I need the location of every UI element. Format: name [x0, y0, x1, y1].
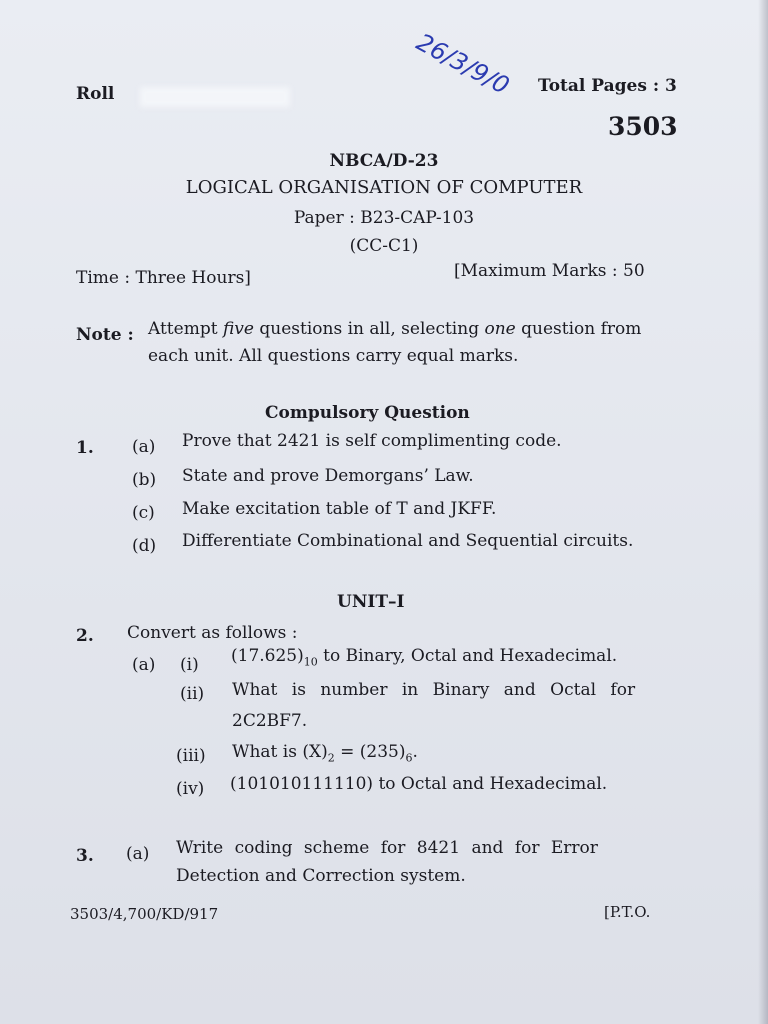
roll-label: Roll — [76, 84, 115, 104]
q1c-text: Make excitation table of T and JKFF. — [182, 499, 497, 519]
q1b-label: (b) — [132, 470, 157, 490]
q3a-line-2: Detection and Correction system. — [176, 866, 466, 886]
note-label: Note : — [76, 325, 134, 345]
total-pages: Total Pages : 3 — [538, 76, 677, 96]
q2a-ii-label: (ii) — [180, 684, 205, 704]
paper-edge-shadow — [758, 0, 768, 1024]
note-line-1: Attempt five questions in all, selecting one question from — [148, 319, 642, 339]
subject-title: LOGICAL ORGANISATION OF COMPUTER — [185, 177, 583, 198]
q2-text: Convert as follows : — [127, 623, 298, 643]
q1b-text: State and prove Demorgans’ Law. — [182, 466, 474, 486]
paper-code: 3503 — [608, 112, 678, 141]
q2a-ii-line-1: What is number in Binary and Octal for — [232, 680, 636, 700]
q2a-label: (a) — [132, 655, 156, 675]
max-marks: [Maximum Marks : 50 — [454, 261, 645, 281]
q1d-text: Differentiate Combinational and Sequential circuits. — [182, 531, 634, 551]
q1d-label: (d) — [132, 536, 157, 556]
q2a-iii-text: What is $(X)_2 = (235)_6$. — [232, 742, 418, 765]
paper-line: Paper : B23-CAP-103 — [293, 208, 475, 228]
question-3-number: 3. — [76, 846, 94, 866]
q2a-i-label: (i) — [180, 655, 199, 675]
question-2-number: 2. — [76, 626, 94, 646]
pto-label: [P.T.O. — [604, 903, 651, 921]
q1c-label: (c) — [132, 503, 155, 523]
q1a-text: Prove that 2421 is self complimenting code. — [182, 431, 562, 451]
handwritten-note: 26/3/9/0 — [411, 28, 514, 100]
q3a-label: (a) — [126, 844, 150, 864]
q2a-ii-line-2: 2C2BF7. — [232, 711, 308, 731]
q3a-line-1: Write coding scheme for 8421 and for Error — [176, 838, 598, 858]
q2a-i-text: $(17.625)_{10}$ to Binary, Octal and Hexadecimal. — [231, 646, 618, 669]
q2a-iv-label: (iv) — [176, 779, 205, 799]
q2a-iii-label: (iii) — [176, 746, 206, 766]
q1a-label: (a) — [132, 437, 156, 457]
unit-1-heading: UNIT–I — [337, 592, 405, 612]
note-line-2: each unit. All questions carry equal marks. — [148, 346, 519, 366]
time-label: Time : Three Hours] — [76, 268, 251, 288]
question-1-number: 1. — [76, 438, 94, 458]
roll-redacted — [140, 86, 290, 107]
exam-code: NBCA/D-23 — [329, 151, 439, 171]
q2a-iv-text: (101010111110) to Octal and Hexadecimal. — [230, 774, 608, 794]
footer-code: 3503/4,700/KD/917 — [70, 905, 219, 923]
course-code: (CC-C1) — [349, 236, 419, 256]
compulsory-heading: Compulsory Question — [265, 403, 470, 423]
